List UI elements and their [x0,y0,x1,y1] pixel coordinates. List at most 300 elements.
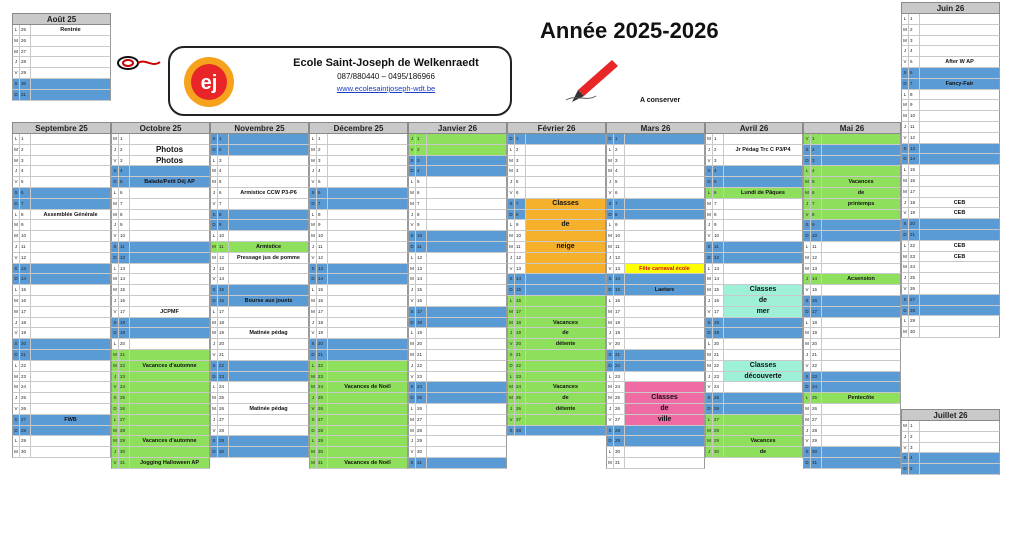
weekday-letter: S [508,199,515,209]
school-name: Ecole Saint-Joseph de Welkenraedt [293,57,479,69]
day-number: 5 [909,57,920,67]
weekday-letter: V [804,436,811,446]
day-number: 23 [713,372,724,382]
day-row [901,187,1000,198]
day-row [111,328,210,339]
day-event: découverte [724,372,802,382]
day-event [229,307,308,317]
day-number: 4 [119,166,130,176]
day-number: 17 [20,307,31,317]
day-event [130,231,209,241]
day-event [822,458,900,468]
day-row [803,285,901,296]
day-event [625,328,704,338]
day-event [229,210,308,220]
weekday-letter: S [706,393,713,403]
day-row [210,134,309,145]
day-number: 26 [515,404,526,414]
weekday-letter: V [804,134,811,144]
day-number: 13 [614,264,625,274]
day-event [526,372,605,382]
day-row [12,447,111,458]
day-number: 19 [218,328,229,338]
day-row [803,177,901,188]
day-number: 11 [515,242,526,252]
day-event [427,231,506,241]
day-number: 14 [811,274,822,284]
day-event [920,453,999,463]
day-number: 23 [811,372,822,382]
day-row [12,242,111,253]
day-row [705,156,803,167]
day-row [210,328,309,339]
day-row [408,447,507,458]
day-event [130,264,209,274]
day-row [606,274,705,285]
day-row [210,231,309,242]
weekday-letter: M [310,145,317,155]
day-event [427,436,506,446]
day-event [31,393,110,403]
weekday-letter: J [310,242,317,252]
day-event: Armistice CCW P3-P6 [240,189,297,196]
day-row [803,307,901,318]
day-row [12,25,111,36]
weekday-letter: M [310,231,317,241]
weekday-letter: D [211,372,218,382]
day-row [606,328,705,339]
weekday-letter: M [804,339,811,349]
weekday-letter: V [706,156,713,166]
day-row [901,133,1000,144]
day-row [705,415,803,426]
day-row [606,307,705,318]
weekday-letter: D [13,426,20,436]
weekday-letter: M [211,166,218,176]
day-event [31,166,110,176]
day-event [625,199,704,209]
day-number: 18 [119,318,130,328]
weekday-letter: M [607,318,614,328]
day-number: 13 [909,144,920,154]
weekday-letter: D [607,285,614,295]
day-row [705,426,803,437]
day-number: 12 [909,133,920,143]
day-event [526,253,605,263]
day-event [31,57,110,67]
keep-note: A conserver [640,97,681,104]
day-number: 13 [218,264,229,274]
day-row [309,156,408,167]
day-row [803,436,901,447]
day-event [130,188,209,198]
day-event [427,199,506,209]
weekday-letter: D [902,230,909,240]
weekday-letter: D [706,404,713,414]
day-row [408,458,507,469]
day-event [920,316,999,326]
month-header: Septembre 25 [12,122,111,134]
day-number: 13 [416,264,427,274]
day-row [803,404,901,415]
day-row [12,47,111,58]
day-number: 24 [20,382,31,392]
day-event [328,242,407,252]
day-event [328,436,407,446]
day-row [408,426,507,437]
day-number: 24 [416,382,427,392]
weekday-letter: J [607,253,614,263]
weekday-letter: D [607,436,614,446]
day-event: ville [625,415,704,425]
weekday-letter: M [409,415,416,425]
day-event [526,361,605,371]
day-number: 16 [416,296,427,306]
day-event: Classes [724,361,802,371]
day-row [309,264,408,275]
day-row [12,231,111,242]
weekday-letter: S [804,447,811,457]
day-number: 13 [317,264,328,274]
page-title: Année 2025-2026 [540,18,719,43]
day-event [130,350,209,360]
day-event [822,339,900,349]
day-row [210,382,309,393]
day-event [920,36,999,46]
day-number: 27 [909,295,920,305]
month-header: Octobre 25 [111,122,210,134]
day-row [606,210,705,221]
day-row [309,426,408,437]
day-event [31,339,110,349]
day-row [803,350,901,361]
day-row [507,264,606,275]
day-number: 15 [218,285,229,295]
day-number: 4 [20,166,31,176]
day-event [229,436,308,446]
day-event [920,421,999,431]
day-event [427,318,506,328]
day-event [427,253,506,263]
day-number: 25 [909,273,920,283]
day-number: 4 [515,166,526,176]
day-event [427,177,506,187]
day-number: 19 [909,208,920,218]
weekday-letter: V [211,274,218,284]
day-event [427,458,506,468]
day-row [803,220,901,231]
day-number: 3 [20,156,31,166]
weekday-letter: S [112,166,119,176]
weekday-letter: M [902,100,909,110]
day-event [625,231,704,241]
day-number: 26 [20,404,31,414]
day-row [901,327,1000,338]
day-number: 16 [218,296,229,306]
day-number: 17 [713,307,724,317]
weekday-letter: M [112,285,119,295]
day-row [507,307,606,318]
day-row [803,134,901,145]
weekday-letter: V [310,177,317,187]
day-row [12,253,111,264]
day-number: 20 [119,339,130,349]
day-number: 30 [909,327,920,337]
day-row [111,393,210,404]
weekday-letter: V [804,210,811,220]
day-number: 15 [20,285,31,295]
weekday-letter: D [211,220,218,230]
weekday-letter: L [706,264,713,274]
month-oct [111,122,210,469]
weekday-letter: S [902,219,909,229]
weekday-letter: L [112,415,119,425]
day-event [427,328,506,338]
day-event [328,361,407,371]
day-number: 18 [614,318,625,328]
day-row [507,426,606,437]
day-event: FWB [64,416,77,423]
day-number: 18 [713,318,724,328]
day-number: 18 [416,318,427,328]
day-event [822,447,900,457]
weekday-letter: M [804,328,811,338]
day-number: 28 [614,426,625,436]
day-row [606,264,705,275]
day-event: de [822,188,900,198]
signature-scribble-icon [114,48,162,78]
day-number: 25 [20,25,31,35]
day-number: 28 [119,426,130,436]
weekday-letter: S [112,242,119,252]
day-event [625,220,704,230]
day-event [31,361,110,371]
day-number: 21 [20,350,31,360]
day-row [803,264,901,275]
day-row [606,296,705,307]
day-row [210,156,309,167]
day-row [12,318,111,329]
day-event [920,111,999,121]
day-number: 11 [713,242,724,252]
day-row [210,447,309,458]
weekday-letter: V [112,307,119,317]
day-row [111,166,210,177]
weekday-letter: D [409,393,416,403]
day-row [309,307,408,318]
weekday-letter: L [409,253,416,263]
day-number: 8 [416,210,427,220]
day-row [803,328,901,339]
day-number: 26 [218,404,229,414]
day-event [822,253,900,263]
weekday-letter: M [508,156,515,166]
day-number: 17 [317,307,328,317]
day-row [705,285,803,296]
day-event: de [526,328,605,338]
weekday-letter: L [508,145,515,155]
weekday-letter: M [902,36,909,46]
day-number: 27 [20,47,31,57]
day-number: 29 [713,436,724,446]
day-event [724,382,802,392]
day-row [606,188,705,199]
weekday-letter: J [902,273,909,283]
day-number: 5 [119,177,130,187]
day-row [803,318,901,329]
weekday-letter: M [112,361,119,371]
day-event [724,339,802,349]
day-row [408,328,507,339]
month-header: Juillet 26 [901,409,1000,421]
day-row [12,134,111,145]
day-number: 2 [909,25,920,35]
weekday-letter: M [409,426,416,436]
day-number: 25 [713,393,724,403]
day-row [606,199,705,210]
day-row [12,274,111,285]
day-event [229,145,308,155]
day-event [328,415,407,425]
day-row [408,253,507,264]
weekday-letter: M [508,231,515,241]
day-number: 16 [713,296,724,306]
day-event [31,436,110,446]
month-apr [705,122,803,458]
day-number: 13 [515,264,526,274]
day-row [12,372,111,383]
day-event [31,296,110,306]
weekday-letter: S [211,436,218,446]
day-number: 29 [317,436,328,446]
weekday-letter: M [706,436,713,446]
day-number: 14 [317,274,328,284]
day-number: 24 [614,382,625,392]
weekday-letter: S [508,350,515,360]
day-number: 15 [811,285,822,295]
day-row [901,68,1000,79]
day-number: 21 [614,350,625,360]
weekday-letter: L [607,145,614,155]
day-number: 16 [811,296,822,306]
day-event [427,361,506,371]
day-number: 5 [713,177,724,187]
day-row [507,188,606,199]
day-number: 17 [119,307,130,317]
day-event [724,426,802,436]
day-row [210,264,309,275]
weekday-letter: V [211,199,218,209]
day-number: 7 [614,199,625,209]
weekday-letter: D [310,426,317,436]
day-event [822,436,900,446]
day-number: 19 [713,328,724,338]
weekday-letter: M [902,176,909,186]
day-number: 24 [317,382,328,392]
day-number: 10 [713,231,724,241]
day-row [705,220,803,231]
day-row [111,415,210,426]
weekday-letter: J [310,166,317,176]
day-event [526,415,605,425]
day-number: 9 [909,100,920,110]
day-number: 4 [909,453,920,463]
day-event: Armistice [229,242,308,252]
day-event [328,328,407,338]
day-row [408,166,507,177]
school-website-link[interactable]: www.ecolesaintjoseph-wdt.be [336,84,436,93]
weekday-letter: V [112,231,119,241]
day-event [724,393,802,403]
day-row [408,177,507,188]
day-event [625,177,704,187]
weekday-letter: M [13,47,20,57]
day-event [229,177,308,187]
day-row [507,134,606,145]
weekday-letter: S [310,415,317,425]
day-number: 13 [20,264,31,274]
day-row [803,372,901,383]
weekday-letter: V [902,284,909,294]
day-number: 15 [119,285,130,295]
day-event [822,328,900,338]
day-row [803,458,901,469]
weekday-letter: L [706,339,713,349]
day-row [901,273,1000,284]
day-event [31,79,110,89]
day-row [12,350,111,361]
day-number: 10 [515,231,526,241]
day-number: 7 [20,199,31,209]
month-header: Avril 26 [705,122,803,134]
day-event [526,166,605,176]
weekday-letter: S [310,264,317,274]
day-number: 21 [713,350,724,360]
weekday-letter: M [112,426,119,436]
day-event [130,199,209,209]
day-event [229,415,308,425]
day-row [12,404,111,415]
day-event [920,122,999,132]
weekday-letter: V [706,382,713,392]
weekday-letter: D [13,90,20,100]
weekday-letter: M [13,296,20,306]
day-number: 20 [614,339,625,349]
weekday-letter: D [310,274,317,284]
day-number: 10 [909,111,920,121]
day-number: 17 [416,307,427,317]
day-number: 8 [20,210,31,220]
weekday-letter: M [211,318,218,328]
day-event [427,426,506,436]
day-row [111,253,210,264]
day-row [408,382,507,393]
day-number: 5 [20,177,31,187]
weekday-letter: L [508,220,515,230]
day-number: 6 [811,188,822,198]
day-event [526,188,605,198]
weekday-letter: V [13,68,20,78]
day-event: JCPMF [160,308,179,315]
day-row [111,436,210,447]
day-number: 14 [909,154,920,164]
weekday-letter: M [409,350,416,360]
day-number: 3 [416,156,427,166]
weekday-letter: V [902,133,909,143]
weekday-letter: S [804,296,811,306]
day-event [822,285,900,295]
day-number: 19 [119,328,130,338]
